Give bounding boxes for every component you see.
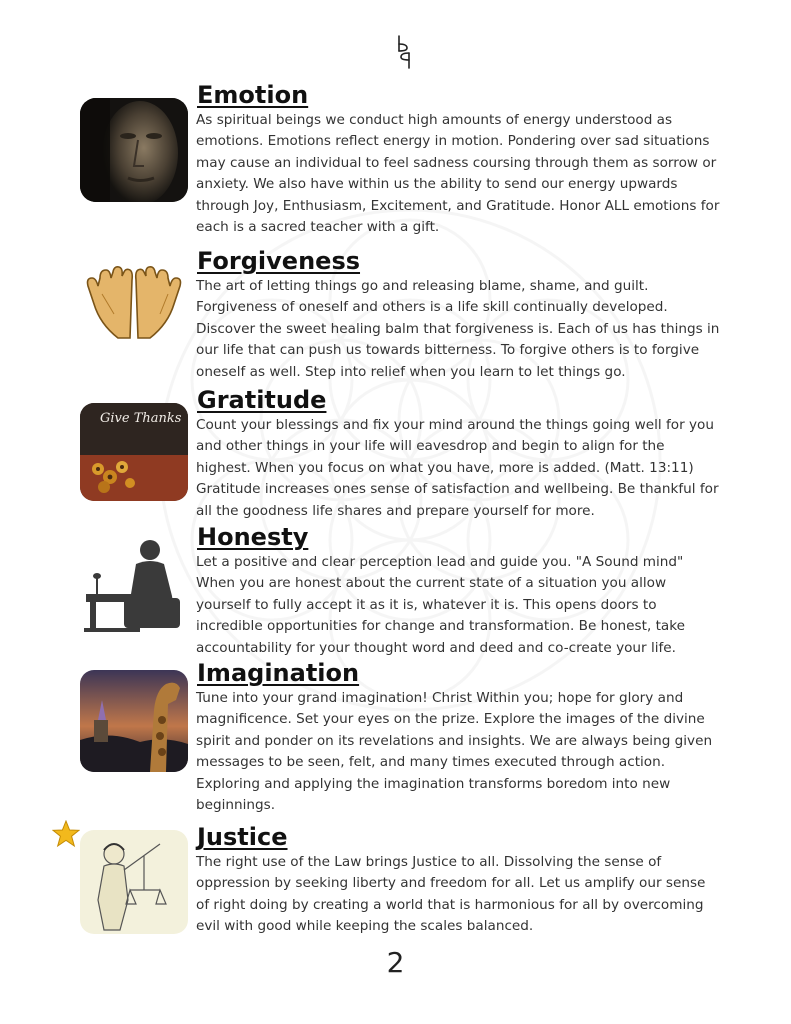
section-title: Honesty [197,523,309,551]
page-number: 2 [386,946,405,979]
section-body: As spiritual beings we conduct high amounts of energy understood as emotions. Emotions reflect energy in motion. Pondering over sad situations may cause an individual to feel sadness coursing through them as sorrow or anxiety. We also have within us the ability to send our energy upwards through Joy, Enthusiasm, Excitement, and Gratitude. Honor ALL emotions for each is a sacred teacher with a gift. [196,112,720,236]
section-justice [80,822,720,952]
section-body: The art of letting things go and releasing blame, shame, and guilt. Forgiveness of oneself and others is a life skill continually developed. Discover the sweet healing balm that forgiveness is. Each of us has things in our life that can push us towards bitterness. To forgive others is to forgive oneself as well. Step into relief when you learn to let things go. [196,278,720,380]
section-gratitude [80,385,720,525]
section-title: Gratitude [197,386,327,414]
lady-justice-sketch [80,830,188,934]
give-thanks-image-text: Give Thanks [100,411,182,426]
section-imagination [80,658,720,818]
section-forgiveness [80,246,720,386]
section-title: Emotion [197,81,309,109]
open-hands-icon [80,264,188,344]
section-title: Imagination [197,659,360,687]
section-body: Tune into your grand imagination! Christ Within you; hope for glory and magnificence. Set your eyes on the prize. Explore the images of the divine spirit and ponder on its revelations and insights. We are always being given messages to be seen, felt, and many times executed through action. Exploring and applying the imagination transforms boredom into new beginnings. [196,690,713,814]
section-honesty [80,522,720,662]
shadowed-face-photo [80,98,188,202]
logo-mark-icon [394,34,414,70]
section-body: Let a positive and clear perception lead and guide you. "A Sound mind" When you are honest about the current state of a situation you allow yourself to fully accept it as it is, whatever it is. This opens doors to incredible opportunities for change and transformation. Be honest, take accountability for your thought word and deed and co-create your life. [196,554,686,656]
section-title: Forgiveness [197,247,361,275]
speaker-silhouette-icon [80,538,188,638]
section-emotion [80,80,720,240]
section-body: The right use of the Law brings Justice to all. Dissolving the sense of oppression by seeking liberty and freedom for all. Let us amplify our sense of right doing by creating a world that is harmonious for all by overcoming evil with good while keeping the scales balanced. [196,854,706,935]
star-icon [52,820,80,848]
give-thanks-photo [80,403,188,501]
giraffe-fantasy-photo [80,670,188,772]
section-title: Justice [197,823,288,851]
section-body: Count your blessings and fix your mind around the things going well for you and other things in your life will eavesdrop and begin to align for the highest. When you focus on what you have, more is added. (Matt. 13:11) Gratitude increases ones sense of satisfaction and wellbeing. Be thankful for all the goodness life shares and prepare yourself for more. [196,417,719,519]
